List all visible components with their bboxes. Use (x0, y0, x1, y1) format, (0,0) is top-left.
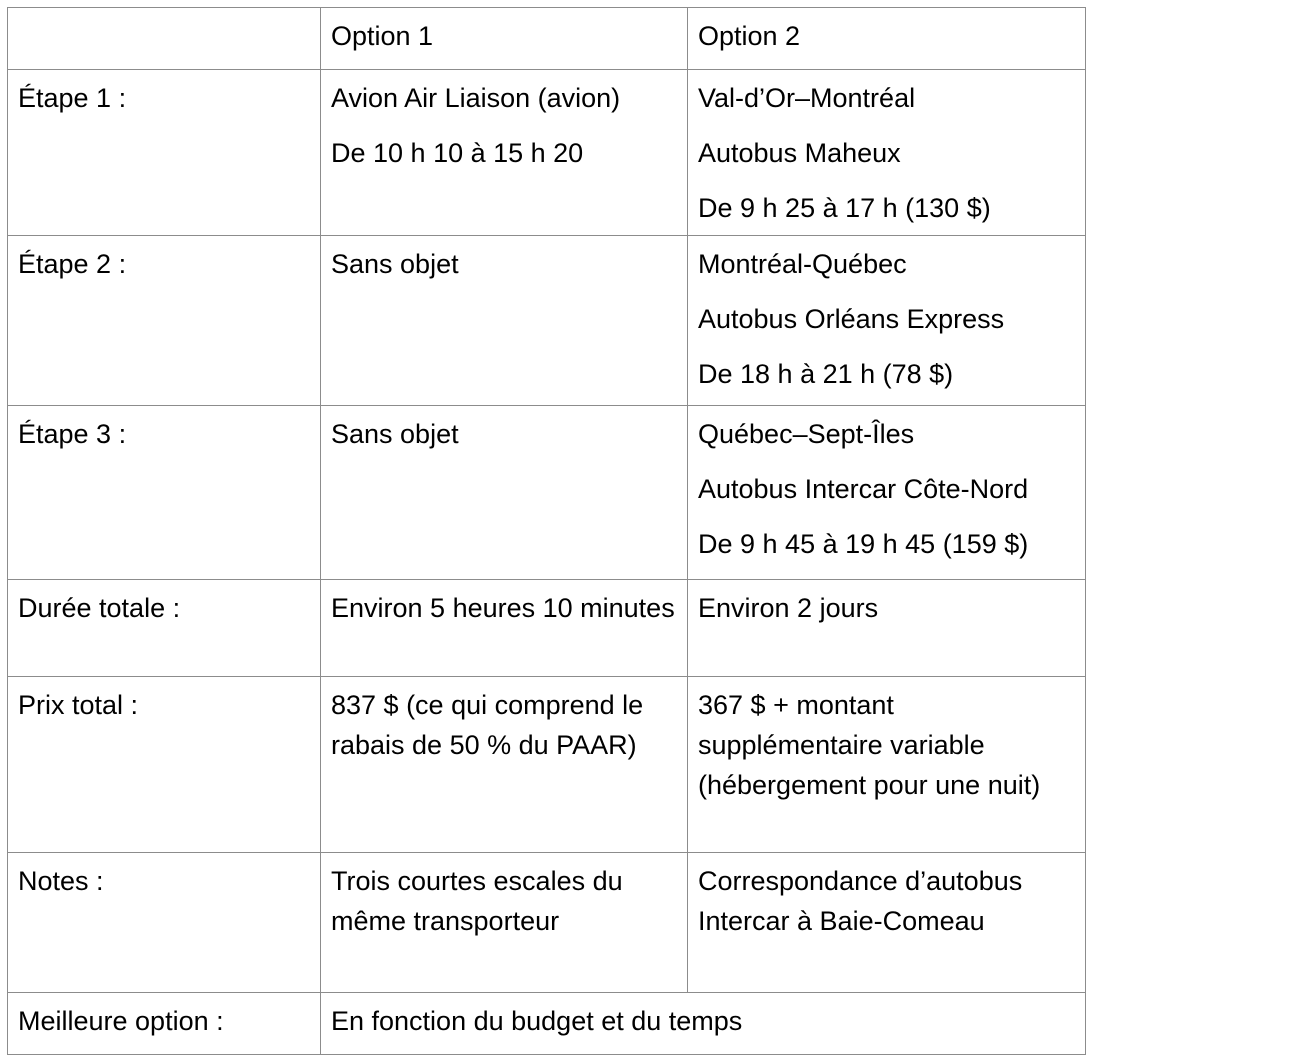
cell-etape-1-option-2 (688, 70, 1086, 236)
cell-duree-option-2: Environ 2 jours (688, 580, 1086, 677)
cell-line: Montréal-Québec (698, 249, 907, 279)
cell-prix-option-2: 367 $ + montant supplémentaire variable (hébergement pour une nuit) (688, 677, 1086, 853)
comparison-table (7, 7, 1086, 1055)
cell-line: De 10 h 10 à 15 h 20 (331, 138, 584, 168)
header-option-1: Option 1 (321, 8, 688, 70)
row-label-notes: Notes : (8, 853, 321, 993)
cell-prix-option-1: 837 $ (ce qui comprend le rabais de 50 % du PAAR) (321, 677, 688, 853)
table-row-etape-2 (8, 236, 1086, 406)
cell-etape-3-option-1: Sans objet (321, 406, 688, 580)
cell-etape-2-option-2 (688, 236, 1086, 406)
cell-notes-option-2: Correspondance d’autobus Intercar à Baie-Comeau (688, 853, 1086, 993)
cell-line: De 9 h 25 à 17 h (130 $) (698, 193, 991, 223)
row-label-etape-2: Étape 2 : (8, 236, 321, 406)
cell-duree-option-1: Environ 5 heures 10 minutes (321, 580, 688, 677)
cell-etape-2-option-1: Sans objet (321, 236, 688, 406)
cell-line: Québec–Sept-Îles (698, 419, 915, 449)
cell-line: Autobus Maheux (698, 138, 901, 168)
row-label-prix: Prix total : (8, 677, 321, 853)
cell-line: Avion Air Liaison (avion) (331, 83, 621, 113)
row-label-meilleure-option: Meilleure option : (8, 993, 321, 1055)
table-row-meilleure-option (8, 993, 1086, 1055)
row-label-etape-3: Étape 3 : (8, 406, 321, 580)
cell-meilleure-option-value: En fonction du budget et du temps (321, 993, 1086, 1055)
header-row (8, 8, 1086, 70)
cell-line: Val-d’Or–Montréal (698, 83, 916, 113)
header-option-2: Option 2 (688, 8, 1086, 70)
cell-line: De 18 h à 21 h (78 $) (698, 359, 954, 389)
header-corner-cell (8, 8, 321, 70)
cell-line: De 9 h 45 à 19 h 45 (159 $) (698, 529, 1029, 559)
cell-line: Autobus Intercar Côte-Nord (698, 474, 1029, 504)
table-row-notes (8, 853, 1086, 993)
cell-etape-1-option-1 (321, 70, 688, 236)
table-row-prix (8, 677, 1086, 853)
table-row-duree (8, 580, 1086, 677)
row-label-etape-1: Étape 1 : (8, 70, 321, 236)
table-row-etape-3 (8, 406, 1086, 580)
cell-notes-option-1: Trois courtes escales du même transporteur (321, 853, 688, 993)
table-row-etape-1 (8, 70, 1086, 236)
cell-etape-3-option-2 (688, 406, 1086, 580)
row-label-duree: Durée totale : (8, 580, 321, 677)
cell-line: Autobus Orléans Express (698, 304, 1005, 334)
